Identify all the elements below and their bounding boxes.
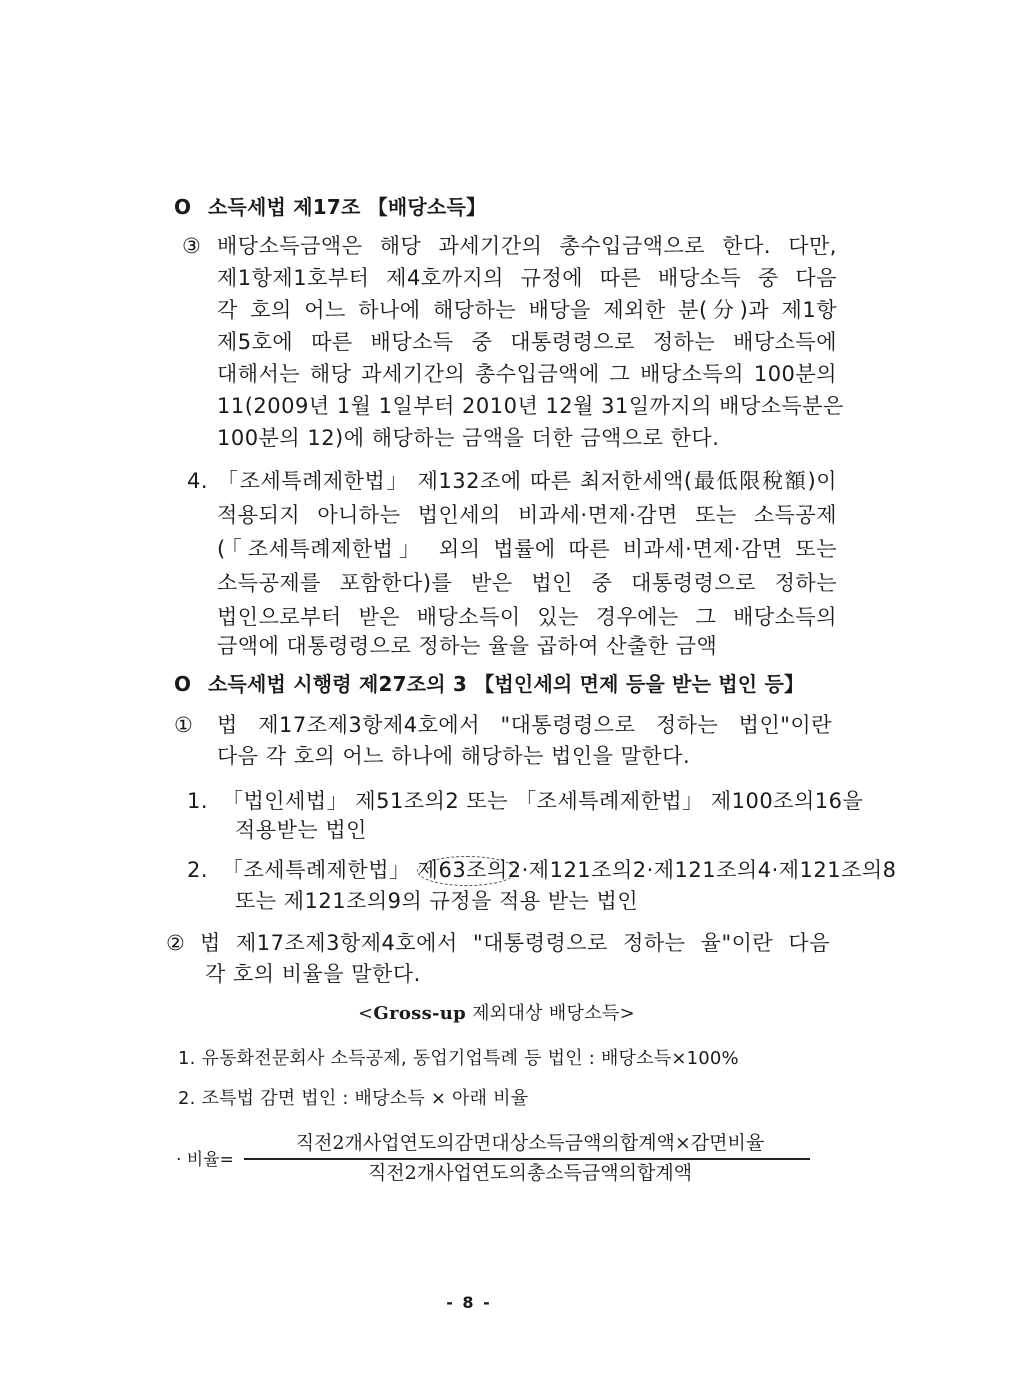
item4-line-6: 금액에 대통령령으로 정하는 율을 곱하여 산출한 금액: [217, 634, 718, 658]
grossup-caption-bold: Gross-up: [373, 1003, 467, 1024]
section1-heading-text: 소득세법 제17조 【배당소득】: [208, 195, 487, 219]
item4-line-2: 적용되지 아니하는 법인세의 비과세·면제·감면 또는 소득공제: [217, 503, 837, 527]
grossup-item-1: 1. 유동화전문회사 소득공제, 동업기업특례 등 법인 : 배당소득×100%: [178, 1048, 739, 1069]
para3-line-7: 100분의 12)에 해당하는 금액을 더한 금액으로 한다.: [217, 426, 720, 450]
grossup-caption-rest: 제외대상 배당소득>: [466, 1003, 636, 1024]
section1-heading: [174, 192, 486, 222]
para2-line-1: 법 제17조제3항제4호에서 "대통령령으로 정하는 율"이란 다음: [200, 931, 830, 955]
item4-number: 4.: [187, 469, 209, 493]
item4-line-3: (「조세특례제한법」 외의 법률에 따른 비과세·면제·감면 또는: [217, 537, 837, 561]
para3-line-4: 제5호에 따른 배당소득 중 대통령령으로 정하는 배당소득에: [217, 330, 837, 354]
para2-line-2: 각 호의 비율을 말한다.: [205, 962, 421, 986]
grossup-caption: [358, 999, 635, 1029]
para3-line-1: 배당소득금액은 해당 과세기간의 총수입금액으로 한다. 다만,: [217, 234, 837, 258]
para3-marker: ③: [182, 234, 202, 258]
section2-heading-text: 소득세법 시행령 제27조의 3 【법인세의 면제 등을 받는 법인 등】: [208, 672, 805, 696]
item2-number: 2.: [187, 858, 209, 882]
para3-line-2: 제1항제1호부터 제4호까지의 규정에 따른 배당소득 중 다음: [217, 266, 837, 290]
para1-line-2: 다음 각 호의 어느 하나에 해당하는 법인을 말한다.: [217, 744, 691, 768]
section1-heading-mark: O: [174, 195, 192, 219]
item4-line-4: 소득공제를 포함한다)를 받은 법인 중 대통령령으로 정하는: [217, 571, 837, 595]
item1-line-1: 「법인세법」 제51조의2 또는 「조세특례제한법」 제100조의16을: [222, 789, 864, 813]
formula-prefix: · 비율=: [176, 1150, 234, 1170]
formula-numerator: 직전2개사업연도의감면대상소득금액의합계액×감면비율: [295, 1132, 765, 1154]
para1-line-1: 법 제17조제3항제4호에서 "대통령령으로 정하는 법인"이란: [217, 713, 832, 737]
grossup-caption-prefix: <: [358, 1003, 374, 1024]
page-number: - 8 -: [446, 1293, 492, 1312]
para2-marker: ②: [166, 931, 186, 955]
item1-line-2: 적용받는 법인: [235, 818, 367, 842]
para3-line-5: 대해서는 해당 과세기간의 총수입금액에 그 배당소득의 100분의: [217, 362, 837, 386]
item4-line-5: 법인으로부터 받은 배당소득이 있는 경우에는 그 배당소득의: [217, 605, 837, 629]
grossup-item-2: 2. 조특법 감면 법인 : 배당소득 × 아래 비율: [178, 1088, 529, 1109]
item1-number: 1.: [187, 789, 209, 813]
item4-line-1: 「조세특례제한법」 제132조에 따른 최저한세액(最低限稅額)이: [217, 469, 837, 493]
section2-heading: [174, 669, 804, 699]
item2-line-2: 또는 제121조의9의 규정을 적용 받는 법인: [235, 889, 639, 913]
item2-line-1: 「조세특례제한법」 제63조의2·제121조의2·제121조의4·제121조의8: [222, 858, 897, 882]
section2-heading-mark: O: [174, 672, 192, 696]
para3-line-6: 11(2009년 1월 1일부터 2010년 12월 31일까지의 배당소득분은: [217, 394, 844, 418]
para1-marker: ①: [174, 713, 194, 737]
formula-denominator: 직전2개사업연도의총소득금액의합계액: [367, 1162, 693, 1184]
para3-line-3: 각 호의 어느 하나에 해당하는 배당을 제외한 분(分)과 제1항: [217, 298, 837, 322]
